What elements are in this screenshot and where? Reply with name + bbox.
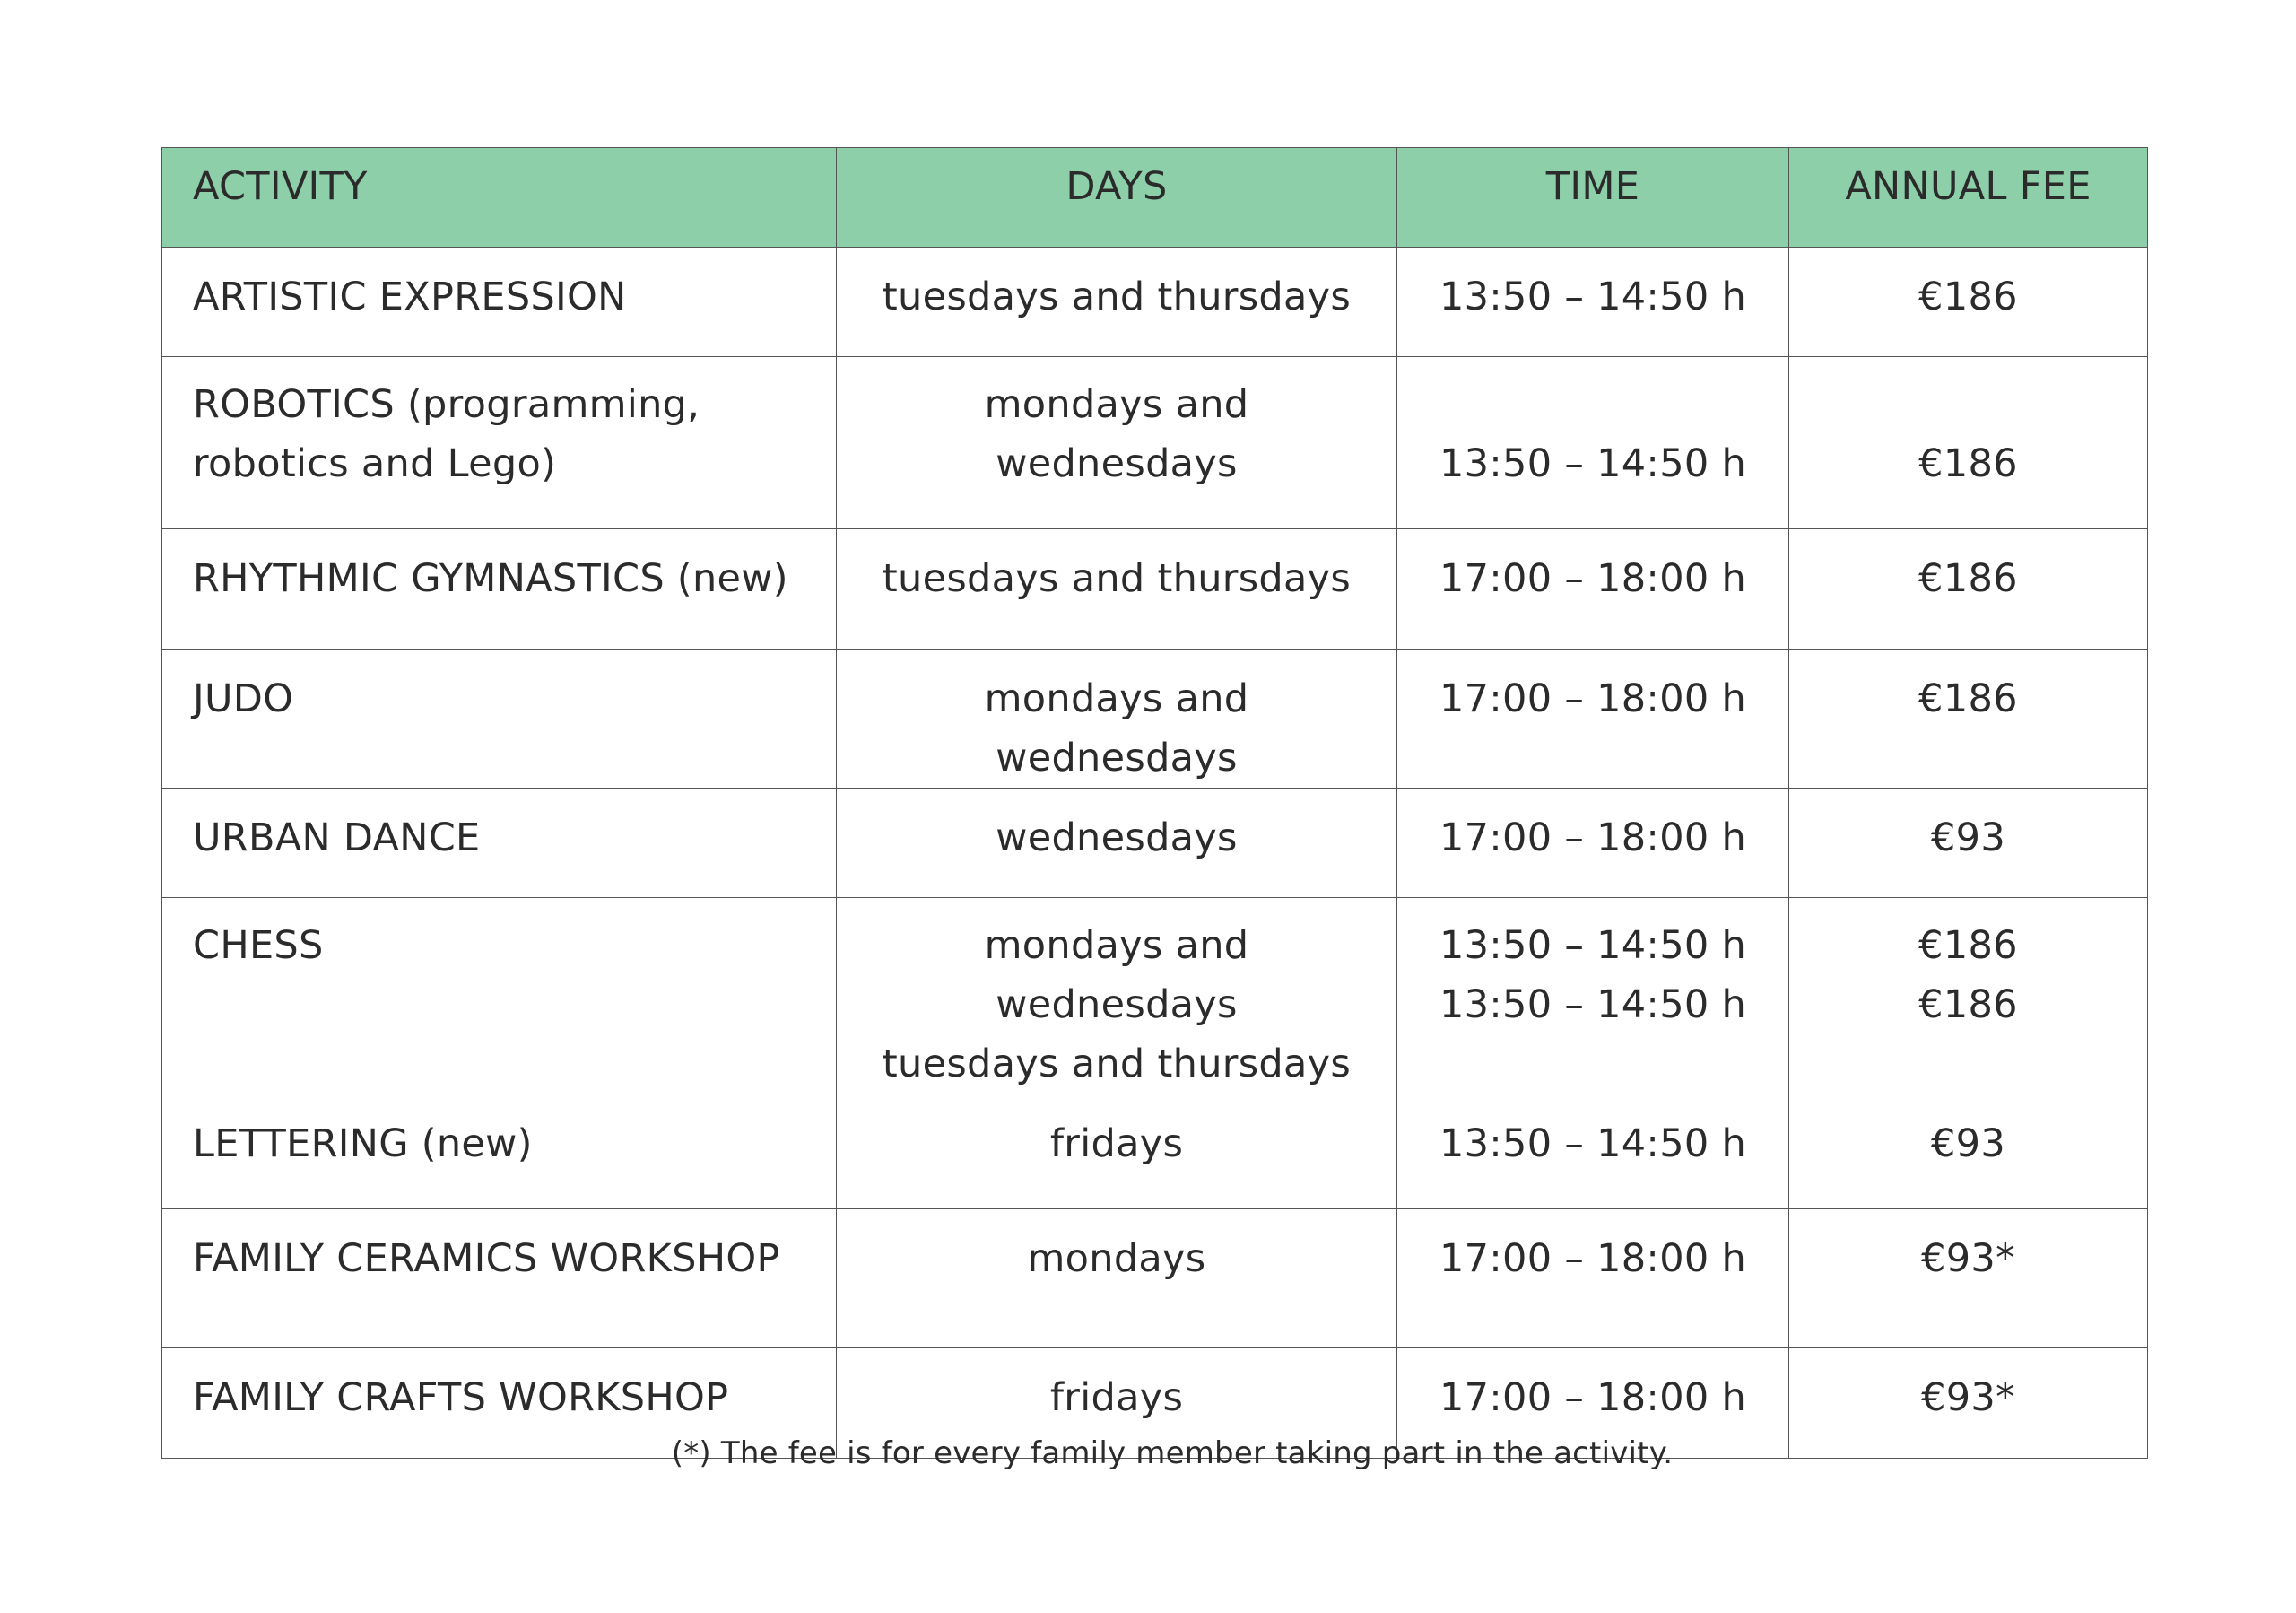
cell-activity	[162, 248, 837, 357]
table-row	[162, 529, 2148, 650]
cell-days-line: tuesdays and thursdays	[882, 556, 1352, 601]
cell-annual-fee	[1789, 1209, 2148, 1348]
cell-activity	[162, 650, 837, 789]
table-row	[162, 789, 2148, 898]
cell-activity	[162, 1209, 837, 1348]
cell-annual-fee-line: €93	[1931, 1121, 2005, 1166]
table-row	[162, 1209, 2148, 1348]
cell-time	[1397, 1209, 1789, 1348]
cell-days	[837, 1094, 1397, 1209]
table-row	[162, 248, 2148, 357]
cell-annual-fee-line: €186	[1918, 676, 2018, 721]
cell-days-line: fridays	[1049, 1375, 1184, 1420]
cell-days-line: wednesdays	[996, 815, 1238, 860]
table-body	[162, 248, 2148, 1459]
cell-annual-fee-line: €93*	[1921, 1375, 2015, 1420]
cell-annual-fee-line: €186	[1918, 982, 2018, 1027]
cell-time	[1397, 357, 1789, 529]
cell-annual-fee-line: €93*	[1921, 1236, 2015, 1281]
header-row	[162, 148, 2148, 248]
cell-activity-line: ROBOTICS (programming,	[193, 382, 700, 427]
cell-annual-fee	[1789, 357, 2148, 529]
cell-annual-fee	[1789, 789, 2148, 898]
activities-sheet	[161, 147, 2147, 1459]
cell-annual-fee-line: €186	[1918, 923, 2018, 968]
cell-activity-line: FAMILY CERAMICS WORKSHOP	[193, 1236, 780, 1281]
cell-time-line: 17:00 – 18:00 h	[1439, 1236, 1747, 1281]
cell-activity-line: robotics and Lego)	[193, 441, 557, 486]
cell-time-line	[1428, 375, 1758, 434]
cell-time	[1397, 248, 1789, 357]
cell-days	[837, 898, 1397, 1094]
cell-activity-line: URBAN DANCE	[193, 815, 481, 860]
cell-activity-line: LETTERING (new)	[193, 1121, 533, 1166]
cell-days-line: fridays	[1049, 1121, 1184, 1166]
cell-days	[837, 650, 1397, 789]
cell-activity	[162, 1094, 837, 1209]
cell-activity-line: FAMILY CRAFTS WORKSHOP	[193, 1375, 729, 1420]
cell-activity	[162, 898, 837, 1094]
cell-time-line: 13:50 – 14:50 h	[1439, 1121, 1747, 1166]
cell-days-line: tuesdays and thursdays	[882, 275, 1352, 319]
header-time: TIME	[1397, 148, 1789, 248]
cell-time	[1397, 1094, 1789, 1209]
cell-time	[1397, 898, 1789, 1094]
cell-time-line: 13:50 – 14:50 h	[1439, 441, 1747, 486]
cell-activity-line: RHYTHMIC GYMNASTICS (new)	[193, 556, 788, 601]
cell-days	[837, 248, 1397, 357]
header-annual-fee: ANNUAL FEE	[1789, 148, 2148, 248]
cell-time	[1397, 650, 1789, 789]
cell-annual-fee-line: €93	[1931, 815, 2005, 860]
cell-time	[1397, 529, 1789, 650]
cell-days	[837, 529, 1397, 650]
cell-time-line: 17:00 – 18:00 h	[1439, 1375, 1747, 1420]
cell-days-line: mondays and wednesdays	[984, 676, 1249, 780]
cell-days-line: mondays	[1027, 1236, 1206, 1281]
cell-time-line: 17:00 – 18:00 h	[1439, 676, 1747, 721]
header-activity: ACTIVITY	[162, 148, 837, 248]
cell-time-line: 13:50 – 14:50 h	[1439, 982, 1747, 1027]
cell-annual-fee-line: €186	[1918, 556, 2018, 601]
cell-days	[837, 789, 1397, 898]
cell-annual-fee	[1789, 1094, 2148, 1209]
footnote: (*) The fee is for every family member taking part in the activity.	[671, 1435, 1674, 1471]
table-row	[162, 1094, 2148, 1209]
header-days: DAYS	[837, 148, 1397, 248]
cell-activity	[162, 529, 837, 650]
cell-annual-fee	[1789, 529, 2148, 650]
cell-annual-fee-line: €186	[1918, 441, 2018, 486]
cell-activity-line: ARTISTIC EXPRESSION	[193, 275, 627, 319]
table-row	[162, 650, 2148, 789]
cell-days-line: wednesdays	[996, 441, 1238, 486]
cell-activity	[162, 357, 837, 529]
cell-days	[837, 1209, 1397, 1348]
cell-annual-fee	[1789, 248, 2148, 357]
cell-activity-line: JUDO	[193, 676, 294, 721]
cell-annual-fee	[1789, 898, 2148, 1094]
cell-activity	[162, 789, 837, 898]
cell-annual-fee-line: €186	[1918, 275, 2018, 319]
cell-days-line: mondays and wednesdays	[984, 923, 1249, 1027]
cell-time-line: 17:00 – 18:00 h	[1439, 556, 1747, 601]
table-row	[162, 898, 2148, 1094]
cell-days-line: tuesdays and thursdays	[882, 1042, 1352, 1086]
cell-time-line: 13:50 – 14:50 h	[1439, 275, 1747, 319]
table-row	[162, 357, 2148, 529]
cell-time-line: 17:00 – 18:00 h	[1439, 815, 1747, 860]
table-header	[162, 148, 2148, 248]
activities-table	[161, 147, 2148, 1459]
cell-annual-fee-line	[1820, 375, 2117, 434]
cell-days	[837, 357, 1397, 529]
cell-time	[1397, 789, 1789, 898]
cell-time-line: 13:50 – 14:50 h	[1439, 923, 1747, 968]
cell-activity-line: CHESS	[193, 923, 324, 968]
cell-annual-fee	[1789, 650, 2148, 789]
cell-days-line: mondays and	[984, 382, 1249, 427]
